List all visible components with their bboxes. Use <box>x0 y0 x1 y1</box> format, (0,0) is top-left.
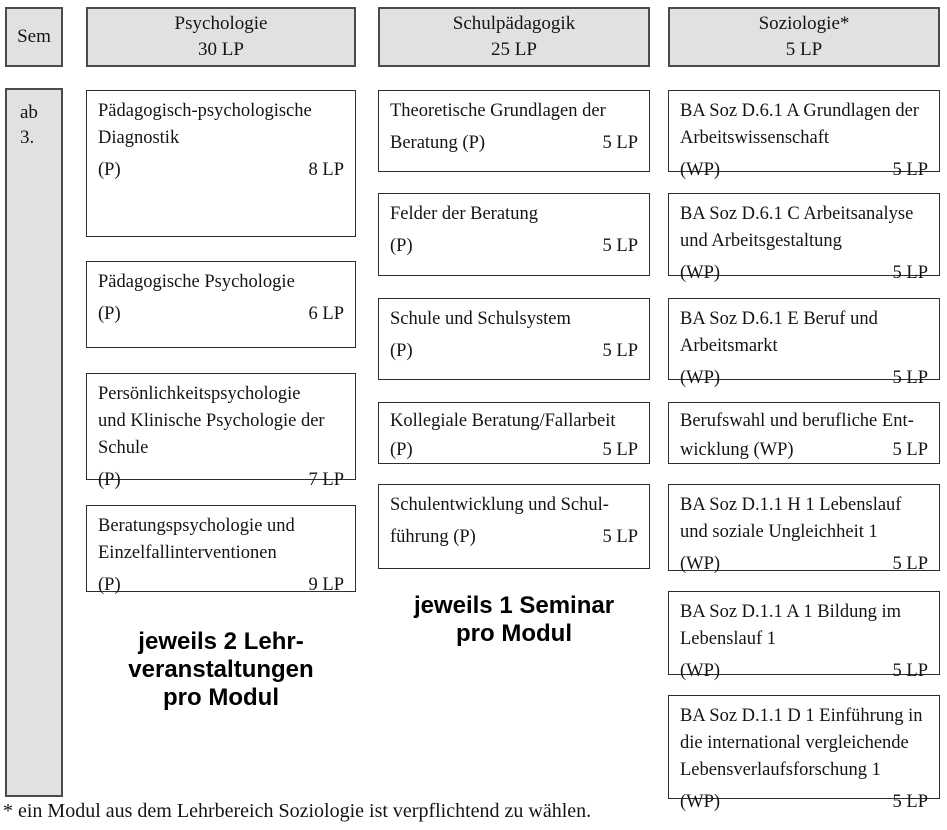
module-title-text: Schule und Schulsystem <box>390 309 571 329</box>
module-credits: 5 LP <box>892 263 928 283</box>
module-meta-line <box>390 233 638 260</box>
module-box-schulentwicklung-und-schulfuehrung <box>378 484 650 569</box>
module-title-text: Beratung (P) <box>390 133 486 153</box>
note-line: jeweils 1 Seminar <box>413 592 615 619</box>
column-title: Psychologie <box>174 13 268 34</box>
module-meta-line <box>680 437 928 464</box>
module-box-grundlagen-der-arbeitswissenschaft <box>668 90 940 180</box>
module-type-label: (P) <box>390 236 413 256</box>
module-meta-line <box>390 437 638 464</box>
module-type-label: (WP) <box>680 263 721 283</box>
module-type-label: (WP) <box>680 661 721 681</box>
module-box-bildung-im-lebenslauf <box>668 591 940 681</box>
module-meta-line <box>390 524 638 551</box>
module-title-text: die international vergleichende <box>680 733 909 753</box>
module-title-line <box>680 408 928 435</box>
module-title-line <box>680 703 928 730</box>
module-credits: 5 LP <box>892 160 928 180</box>
module-title-line <box>680 201 928 228</box>
module-box-arbeitsanalyse-und-arbeitsgestaltung <box>668 193 940 283</box>
module-box-beratungspsychologie <box>86 505 356 595</box>
note-line: pro Modul <box>163 684 279 711</box>
note-line: pro Modul <box>456 620 572 647</box>
module-title-text: BA Soz D.1.1 D 1 Einführung in <box>680 706 923 726</box>
module-credits: 5 LP <box>602 440 638 460</box>
module-title-text: Persönlichkeitspsychologie <box>98 384 301 404</box>
module-title-line <box>680 599 928 626</box>
footnote: * ein Modul aus dem Lehrbereich Soziologie ist verpflichtend zu wählen. <box>3 800 592 822</box>
module-title-line <box>98 125 344 152</box>
module-title-line <box>98 269 344 296</box>
module-credits: 5 LP <box>892 368 928 388</box>
module-type-label: (P) <box>390 341 413 361</box>
module-title-text: BA Soz D.6.1 E Beruf und <box>680 309 878 329</box>
module-meta-line <box>680 789 928 816</box>
module-meta-line <box>680 365 928 392</box>
module-title-line <box>680 757 928 784</box>
module-title-text: Pädagogisch-psychologische <box>98 101 312 121</box>
module-title-text: wicklung (WP) <box>680 440 794 460</box>
module-title-line <box>390 492 638 519</box>
module-title-text: und Klinische Psychologie der <box>98 411 325 431</box>
module-title-text: Kollegiale Beratung/Fallarbeit <box>390 411 616 431</box>
semester-rail <box>5 88 63 797</box>
module-credits: 5 LP <box>892 661 928 681</box>
module-type-label: (P) <box>98 575 121 595</box>
column-header-psychologie <box>86 7 356 67</box>
note-line: jeweils 2 Lehr- <box>138 628 304 655</box>
module-title-line <box>98 435 344 462</box>
module-title-line <box>390 408 638 435</box>
module-title-line <box>390 98 638 125</box>
module-title-text: BA Soz D.6.1 C Arbeitsanalyse <box>680 204 914 224</box>
module-title-line <box>680 98 928 125</box>
module-meta-line <box>680 551 928 578</box>
semester-label-line1: ab <box>20 102 38 123</box>
module-credits: 6 LP <box>308 304 344 324</box>
module-title-line <box>680 125 928 152</box>
module-title-text: Lebensverlaufsforschung 1 <box>680 760 881 780</box>
module-box-berufswahl-und-berufliche-entwicklung <box>668 402 940 464</box>
module-type-label: (WP) <box>680 554 721 574</box>
module-type-label: (WP) <box>680 160 721 180</box>
module-title-line <box>680 306 928 333</box>
module-title-text: führung (P) <box>390 527 476 547</box>
module-box-schule-und-schulsystem <box>378 298 650 380</box>
module-title-text: Schule <box>98 438 149 458</box>
module-box-persoenlichkeitspsychologie <box>86 373 356 490</box>
module-title-text: Schulentwicklung und Schul- <box>390 495 609 515</box>
module-credits: 5 LP <box>602 341 638 361</box>
module-box-lebensverlaufsforschung <box>668 695 940 812</box>
module-title-text: Lebenslauf 1 <box>680 629 777 649</box>
module-title-text: BA Soz D.1.1 A 1 Bildung im <box>680 602 902 622</box>
module-credits: 9 LP <box>308 575 344 595</box>
module-credits: 7 LP <box>308 470 344 490</box>
module-title-line <box>98 408 344 435</box>
module-title-text: BA Soz D.1.1 H 1 Lebenslauf <box>680 495 902 515</box>
schulpaedagogik-note <box>378 592 650 648</box>
module-title-line <box>98 98 344 125</box>
module-credits: 5 LP <box>892 554 928 574</box>
module-meta-line <box>390 338 638 365</box>
module-type-label: (WP) <box>680 792 721 812</box>
module-type-label: (P) <box>390 440 413 460</box>
module-type-label: (P) <box>98 160 121 180</box>
module-meta-line <box>98 572 344 599</box>
column-header-soziologie <box>668 7 940 67</box>
module-title-text: und Arbeitsgestaltung <box>680 231 842 251</box>
module-title-line <box>680 333 928 360</box>
module-credits: 5 LP <box>602 527 638 547</box>
module-title-text: Diagnostik <box>98 128 180 148</box>
module-type-label: (P) <box>98 304 121 324</box>
module-title-text: Arbeitsmarkt <box>680 336 778 356</box>
module-meta-line <box>98 467 344 494</box>
module-title-text: BA Soz D.6.1 A Grundlagen der <box>680 101 919 121</box>
module-box-beruf-und-arbeitsmarkt <box>668 298 940 388</box>
module-title-text: Felder der Beratung <box>390 204 538 224</box>
module-title-text: Einzelfallinterventionen <box>98 543 277 563</box>
column-title: Schulpädagogik <box>452 13 576 34</box>
column-credits: 5 LP <box>785 39 823 60</box>
module-meta-line <box>680 157 928 184</box>
module-box-paedagogische-psychologie <box>86 261 356 348</box>
column-header-schulpaedagogik <box>378 7 650 67</box>
module-title-text: und soziale Ungleichheit 1 <box>680 522 878 542</box>
module-meta-line <box>680 260 928 287</box>
module-meta-line <box>98 157 344 184</box>
column-credits: 30 LP <box>198 39 244 60</box>
module-box-theoretische-grundlagen-der-beratung <box>378 90 650 172</box>
module-title-line <box>680 519 928 546</box>
module-meta-line <box>98 301 344 328</box>
module-title-line <box>680 626 928 653</box>
module-title-line <box>680 228 928 255</box>
module-title-text: Berufswahl und berufliche Ent- <box>680 411 914 431</box>
note-line: veranstaltungen <box>128 656 314 683</box>
module-title-text: Arbeitswissenschaft <box>680 128 829 148</box>
module-title-line <box>98 540 344 567</box>
module-title-line <box>680 730 928 757</box>
module-credits: 8 LP <box>308 160 344 180</box>
module-credits: 5 LP <box>892 792 928 812</box>
sem-label: Sem <box>17 26 51 47</box>
module-type-label: (P) <box>98 470 121 490</box>
psychologie-note <box>86 628 356 712</box>
module-credits: 5 LP <box>892 440 928 460</box>
module-meta-line <box>390 130 638 157</box>
module-title-text: Pädagogische Psychologie <box>98 272 295 292</box>
module-credits: 5 LP <box>602 133 638 153</box>
module-title-line <box>390 201 638 228</box>
module-credits: 5 LP <box>602 236 638 256</box>
module-title-text: Theoretische Grundlagen der <box>390 101 606 121</box>
module-title-line <box>390 306 638 333</box>
module-title-text: Beratungspsychologie und <box>98 516 295 536</box>
sem-header <box>5 7 63 67</box>
module-box-paedagogisch-psychologische-diagnostik <box>86 90 356 237</box>
module-title-line <box>98 381 344 408</box>
module-box-kollegiale-beratung-fallarbeit <box>378 402 650 464</box>
module-meta-line <box>680 658 928 685</box>
module-title-line <box>680 492 928 519</box>
column-title: Soziologie* <box>758 13 850 34</box>
module-title-line <box>98 513 344 540</box>
column-credits: 25 LP <box>491 39 537 60</box>
semester-label-line2: 3. <box>20 127 35 148</box>
module-box-lebenslauf-und-soziale-ungleichheit <box>668 484 940 574</box>
module-box-felder-der-beratung <box>378 193 650 276</box>
module-type-label: (WP) <box>680 368 721 388</box>
